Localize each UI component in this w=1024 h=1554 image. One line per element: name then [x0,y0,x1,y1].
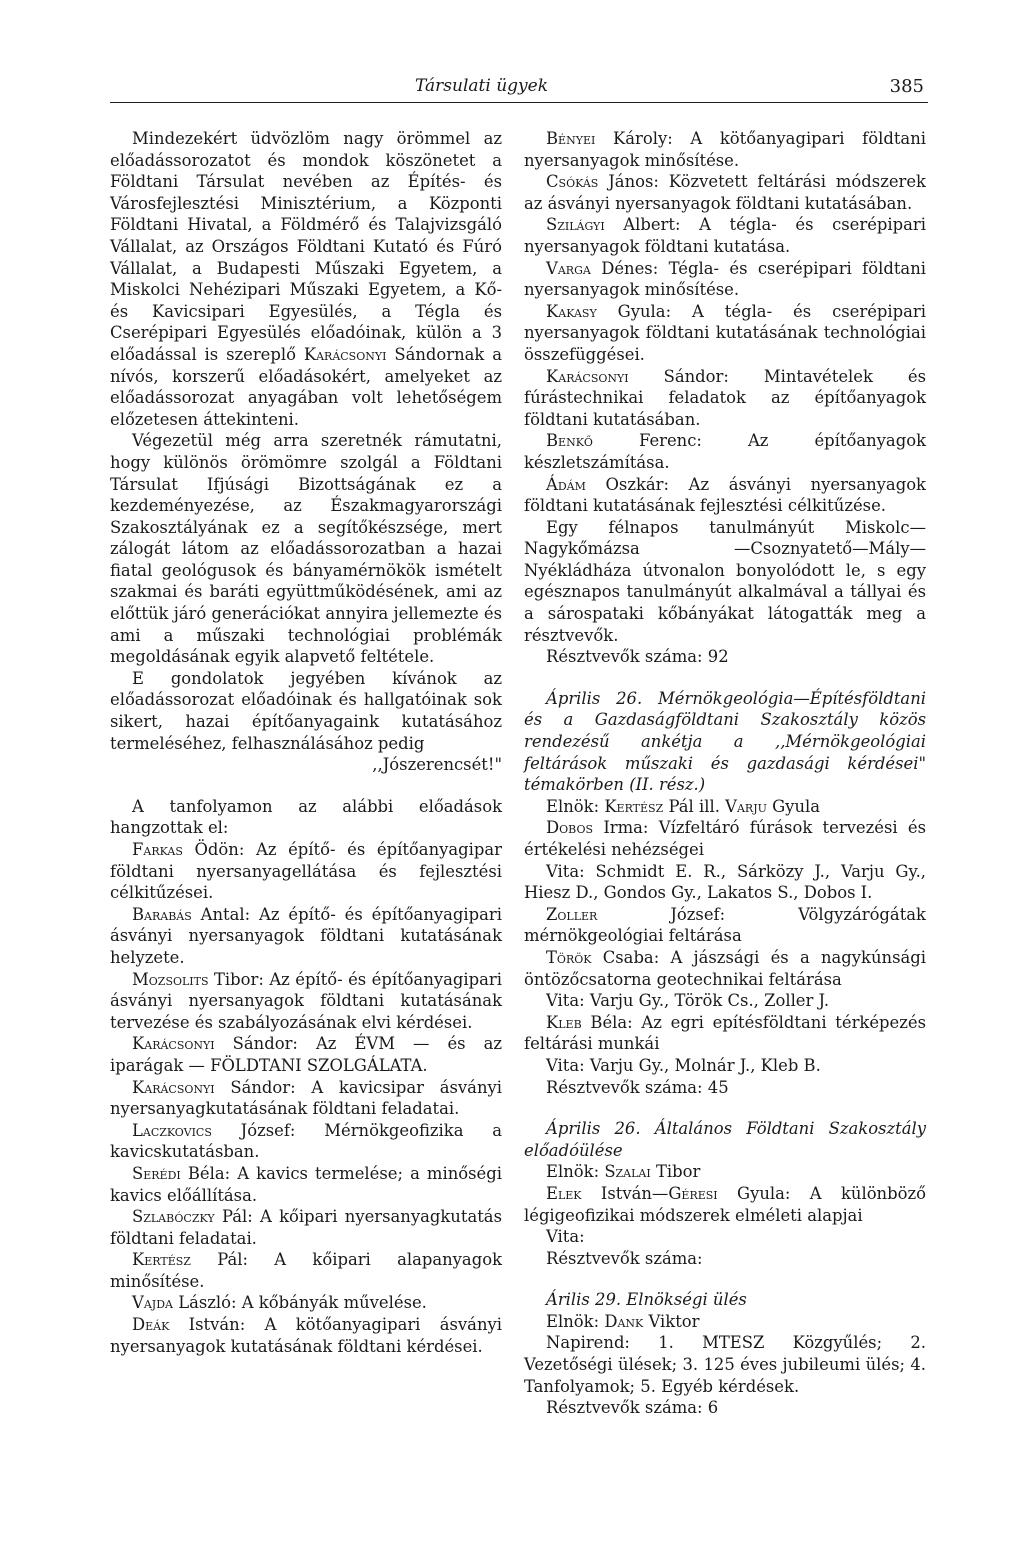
discussion-line: Vita: Varju Gy., Török Cs., Zoller J. [546,991,830,1011]
lecture-list [524,128,926,517]
list-item: Varga Dénes: Tégla- és cserépipari földtani nyersanyagok minősítése. [524,258,926,300]
session-heading: Árilis 29. Elnökségi ülés [546,1290,747,1310]
list-item: Kleb Béla: Az egri epítésföldtani térképezés feltárási munkái [524,1012,926,1054]
list-item: Zoller József: Völgyzárógátak mérnökgeológiai feltárása [524,904,926,946]
list-item: Dobos Irma: Vízfeltáró fúrások tervezési és értékelési nehézségei [524,818,926,859]
list-item: Bényei Károly: A kötőanyagipari földtani nyersanyagok minősítése. [524,129,926,170]
closing-line: ,,Jószerencsét!" [372,755,502,775]
list-item: Laczkovics József: Mérnökgeofizika a kavicskutatásban. [110,1120,503,1162]
session-april-26-engineering [524,688,926,1098]
participant-count: Résztvevők száma: [546,1248,703,1268]
list-item: Csókás János: Közvetett feltárási módszerek az ásványi nyersanyagok földtani kutatásában. [524,172,926,213]
list-item: Karácsonyi Sándor: Mintavételek és fúrástechnikai feladatok az építőanyagok földtani kutatásában. [524,366,926,429]
discussion-line: Vita: Varju Gy., Molnár J., Kleb B. [546,1055,821,1075]
list-item: Elek István—Géresi Gyula: A különböző légigeofizikai módszerek elméleti alapjai [524,1183,926,1225]
list-item: Mozsolits Tibor: Az építő- és építőanyagipari ásványi nyersanyagok földtani kutatásának tervezése és szabályozásának elvi kérdései. [110,969,502,1032]
list-item: Serédi Béla: A kavics termelése; a minőségi kavics előállítása. [110,1163,502,1205]
lecture-list [110,839,502,1357]
right-column [524,128,926,1419]
paragraph: E gondolatok jegyében kívánok az előadássorozat előadóinak és hallgatóinak sok sikert, hazai építőanyagaink kutatásához termeléséhez, felhasználásához pedig [110,668,502,753]
session-heading: Április 26. Általános Földtani Szakosztály előadóülése [524,1119,926,1160]
list-item: Deák István: A kötőanyagipari ásványi nyersanyagok kutatásának földtani kérdései. [110,1315,503,1356]
participant-count: Résztvevők száma: 45 [546,1077,729,1097]
session-heading: Április 26. Mérnökgeológia—Építésföldtani és a Gazdaságföldtani Szakosztály közös rendezésű ankétja a ,,Mérnökgeológiai feltárások műszaki és gazdasági kérdései" témakörben (II. rész.) [524,688,926,795]
list-item: Farkas Ödön: Az építő- és építőanyagipar földtani nyersanyagellátása és fejlesztési célkitűzései. [110,840,502,903]
list-item: Kakasy Gyula: A tégla- és cserépipari nyersanyagok földtani kutatásának technológiai összefüggései. [524,301,926,364]
list-item: Karácsonyi Sándor: Az ÉVM — és az iparágak — FÖLDTANI SZOLGÁLATA. [110,1034,502,1075]
session-chair: Elnök: Kertész Pál ill. Varju Gyula [546,796,821,816]
list-item: Barabás Antal: Az építő- és építőanyagipari ásványi nyersanyagok földtani kutatásának helyzete. [110,904,502,967]
list-item: Török Csaba: A jászsági és a nagykúnsági öntözőcsatorna geotechnikai feltárása [524,947,926,989]
excursion-paragraph: Egy félnapos tanulmányút Miskolc— Nagykőmázsa —Csoznyatető—Mály— Nyékládháza útvonalon bonyolódott le, s egy egésznapos tanulmányút alkalmával a tállyai és a sárospataki kőbányákat látogatták meg a résztvevők. [524,517,926,645]
list-item: Benkő Ferenc: Az építőanyagok készletszámítása. [524,431,926,472]
lecture-intro: A tanfolyamon az alábbi előadások hangzottak el: [110,796,502,838]
participant-count: Résztvevők száma: 92 [546,647,729,667]
list-item: Szilágyi Albert: A tégla- és cserépipari nyersanyagok földtani kutatása. [524,215,926,256]
list-item: Karácsonyi Sándor: A kavicsipar ásványi nyersanyagkutatásának földtani feladatai. [110,1077,502,1119]
list-item: Ádám Oszkár: Az ásványi nyersanyagok földtani kutatásának fejlesztési célkitűzése. [524,474,926,516]
session-april-29-presidium [524,1289,926,1419]
list-item: Kertész Pál: A kőipari alapanyagok minősítése. [110,1250,502,1291]
participant-count: Résztvevők száma: 6 [546,1398,719,1418]
page-number: 385 [889,76,924,97]
list-item: Vajda László: A kőbányák művelése. [132,1293,427,1313]
page-header [110,70,928,103]
running-title: Társulati ügyek [415,76,548,96]
session-chair: Elnök: Szalai Tibor [546,1162,701,1182]
session-chair: Elnök: Dank Viktor [546,1311,700,1331]
left-column [110,128,502,1357]
agenda-line: Napirend: 1. MTESZ Közgyűlés; 2. Vezetőségi ülések; 3. 125 éves jubileumi ülés; 4. Tanfolyamok; 5. Egyéb kérdések. [524,1333,926,1396]
session-april-26-general [524,1118,926,1269]
list-item: Szlabóczky Pál: A kőipari nyersanyagkutatás földtani feladatai. [110,1207,502,1248]
paragraph: Végezetül még arra szeretnék rámutatni, hogy különös örömömre szolgál a Földtani Társulat Ifjúsági Bizottságának ez a kezdeményezése, az Északmagyarországi Szakosztályának ez a segítőkészsége, mert zálogát látom az előadássorozatban a hazai fiatal geológusok és bányamérnökök ismételt szakmai és baráti együttműködésének, ami az előttük járó generációkat annyira jellemezte és ami a műszaki technológiai problémák megoldásának egyik alapvető feltétele. [110,431,502,667]
discussion-line: Vita: Schmidt E. R., Sárközy J., Varju Gy., Hiesz D., Gondos Gy., Lakatos S., Dobos I. [524,861,926,903]
paragraph: Mindezekért üdvözlöm nagy örömmel az előadássorozatot és mondok köszönetet a Földtani Társulat nevében az Építés- és Városfejlesztési Minisztérium, a Központi Földtani Hivatal, a Földmérő és Talajvizsgáló Vállalat, az Országos Földtani Kutató és Fúró Vállalat, a Budapesti Műszaki Egyetem, a Miskolci Nehézipari Műszaki Egyetem, a Kő- és Kavicsipari Egyesülés, a Tégla és Cserépipari Egyesülés előadóinak, külön a 3 előadással is szereplő Karácsonyi Sándornak a nívós, korszerű előadásokért, amelyeket az előadássorozat anyagában volt lehetőségem előzetesen áttekinteni. [110,129,502,429]
discussion-line: Vita: [546,1227,585,1247]
